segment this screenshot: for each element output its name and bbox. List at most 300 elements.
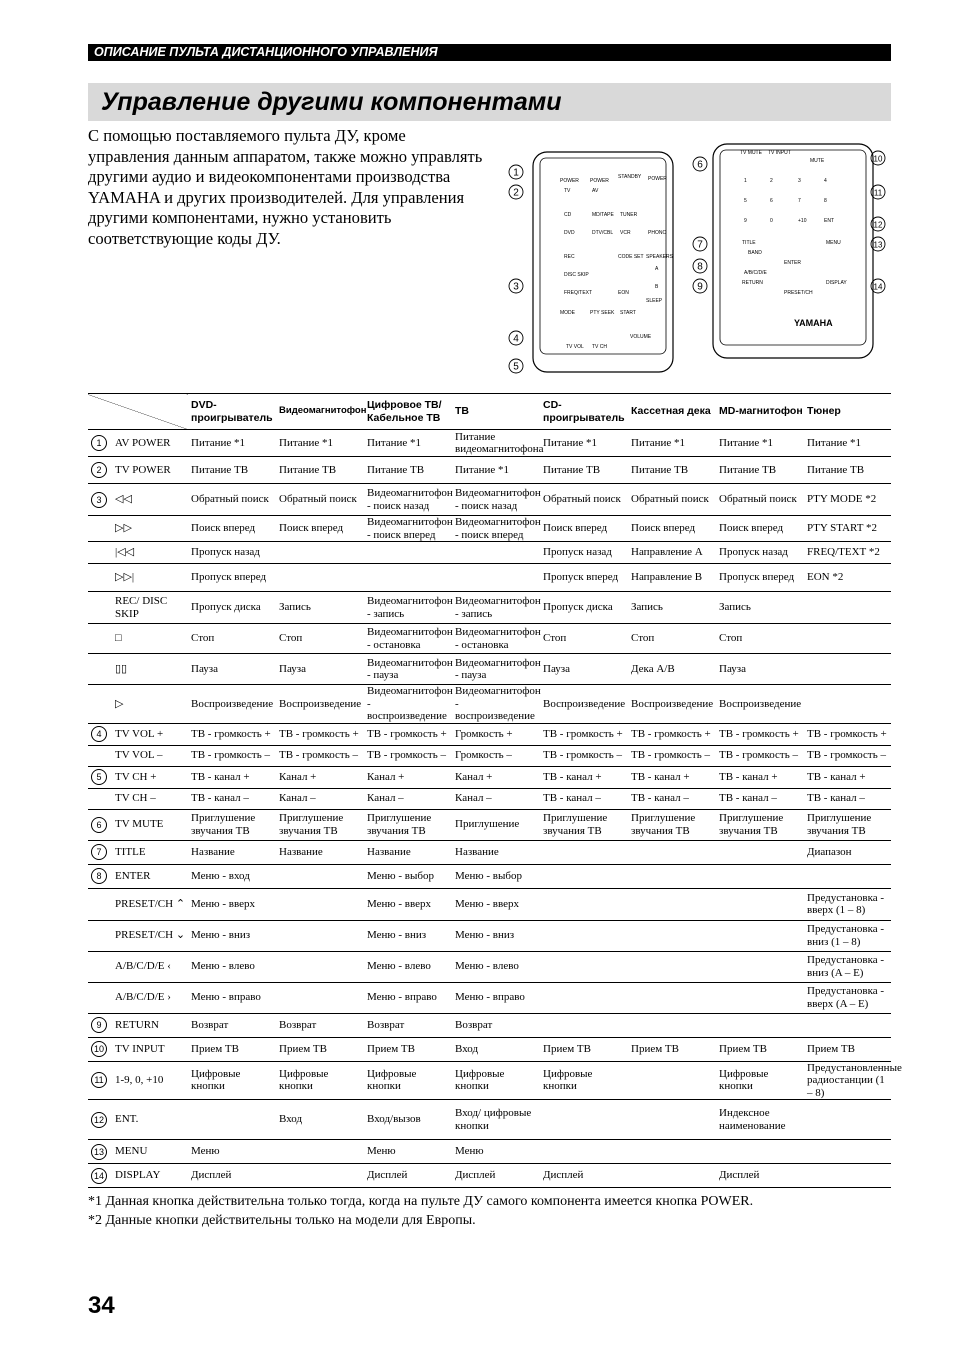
function-cell: Приглушение xyxy=(452,809,540,840)
table-row xyxy=(88,788,891,809)
function-cell: Видеомагнитофон - остановка xyxy=(364,624,452,654)
function-cell: Пропуск назад xyxy=(188,542,276,564)
table-row xyxy=(88,1061,891,1100)
function-cell: Цифровые кнопки xyxy=(452,1061,540,1100)
function-cell: Запись xyxy=(716,592,804,624)
function-cell: ТВ - канал + xyxy=(540,766,628,788)
function-cell: Возврат xyxy=(452,1013,540,1037)
table-row xyxy=(88,745,891,766)
remote-button-label: SPEAKERS xyxy=(646,254,673,260)
row-number-circle: 14 xyxy=(91,1168,107,1184)
function-cell: Меню - вправо xyxy=(364,982,452,1013)
row-number xyxy=(88,1037,112,1061)
function-cell: Стоп xyxy=(276,624,364,654)
button-name-cell: TV VOL – xyxy=(112,745,188,766)
function-cell: Дисплей xyxy=(452,1164,540,1188)
function-cell: Канал – xyxy=(452,788,540,809)
function-cell: Питание *1 xyxy=(804,430,891,457)
function-cell: ТВ - громкость – xyxy=(364,745,452,766)
row-number xyxy=(88,654,112,685)
remote-button-label: B xyxy=(655,284,659,290)
button-name-cell: ▷▷| xyxy=(112,564,188,592)
function-cell xyxy=(628,951,716,982)
function-cell: Вход/вызов xyxy=(364,1100,452,1140)
function-cell: Пропуск диска xyxy=(188,592,276,624)
function-cell: Пауза xyxy=(540,654,628,685)
function-cell: Питание *1 xyxy=(188,430,276,457)
function-cell: Прием ТВ xyxy=(188,1037,276,1061)
row-number xyxy=(88,484,112,516)
remote-button-label: POWER xyxy=(590,178,609,184)
function-cell: Направление A xyxy=(628,542,716,564)
function-cell: Видеомагнитофон - поиск назад xyxy=(364,484,452,516)
row-number xyxy=(88,1013,112,1037)
row-number xyxy=(88,951,112,982)
function-cell: Питание *1 xyxy=(364,430,452,457)
remote-button-label: 1 xyxy=(744,178,747,184)
function-cell: Обратный поиск xyxy=(188,484,276,516)
remote-button-label: MENU xyxy=(826,240,841,246)
table-row xyxy=(88,654,891,685)
table-row xyxy=(88,840,891,864)
function-cell: Видеомагнитофон - поиск назад xyxy=(452,484,540,516)
remote-button-label: DTV/CBL xyxy=(592,230,614,236)
callout-number: 8 xyxy=(697,261,703,273)
function-cell: Прием ТВ xyxy=(276,1037,364,1061)
function-cell xyxy=(452,564,540,592)
function-cell: Название xyxy=(188,840,276,864)
remote-button-label: 5 xyxy=(744,198,747,204)
function-cell: Меню - вправо xyxy=(452,982,540,1013)
button-name-cell: ENT. xyxy=(112,1100,188,1140)
function-cell: Приглушение звучания ТВ xyxy=(716,809,804,840)
function-cell: Питание *1 xyxy=(716,430,804,457)
header-cell: Тюнер xyxy=(807,405,841,418)
function-cell: Видеомагнитофон - воспроизведение xyxy=(364,685,452,724)
remote-illustration xyxy=(500,140,895,380)
function-cell: ТВ - громкость + xyxy=(540,723,628,745)
function-cell: Меню - вниз xyxy=(452,920,540,951)
row-number-circle: 8 xyxy=(91,868,107,884)
function-cell: ТВ - громкость – xyxy=(276,745,364,766)
remote-button-label: A xyxy=(655,266,659,272)
remote-button-label: MUTE xyxy=(810,158,825,164)
row-number xyxy=(88,430,112,457)
function-cell: Видеомагнитофон - поиск вперед xyxy=(452,516,540,542)
function-cell xyxy=(540,1013,628,1037)
callout-number: 11 xyxy=(873,188,883,198)
function-cell: Возврат xyxy=(188,1013,276,1037)
button-name-cell: ENTER xyxy=(112,864,188,888)
function-cell: ТВ - громкость – xyxy=(804,745,891,766)
remote-button-label: +10 xyxy=(798,218,807,224)
function-cell: Питание *1 xyxy=(540,430,628,457)
function-cell: Приглушение звучания ТВ xyxy=(804,809,891,840)
function-cell: Пропуск вперед xyxy=(716,564,804,592)
function-cell: Меню - выбор xyxy=(364,864,452,888)
title-bar xyxy=(88,83,891,121)
function-cell xyxy=(628,888,716,920)
function-cell: Канал + xyxy=(364,766,452,788)
row-number xyxy=(88,1140,112,1164)
function-cell: Пропуск назад xyxy=(716,542,804,564)
remote-button-label: PTY SEEK xyxy=(590,310,615,316)
row-number xyxy=(88,592,112,624)
function-cell: Питание ТВ xyxy=(364,457,452,484)
table-row xyxy=(88,457,891,484)
function-cell: Цифровые кнопки xyxy=(188,1061,276,1100)
row-number xyxy=(88,1100,112,1140)
function-cell: Приглушение звучания ТВ xyxy=(364,809,452,840)
function-cell: ТВ - громкость + xyxy=(628,723,716,745)
table-row xyxy=(88,1013,891,1037)
remote-button-label: 7 xyxy=(798,198,801,204)
row-number-circle: 2 xyxy=(91,462,107,478)
function-cell xyxy=(452,542,540,564)
table-row xyxy=(88,592,891,624)
function-cell xyxy=(716,951,804,982)
callout-number: 2 xyxy=(513,187,519,199)
function-cell: ТВ - канал + xyxy=(716,766,804,788)
callout-number: 14 xyxy=(873,282,883,292)
function-cell: Стоп xyxy=(716,624,804,654)
row-number xyxy=(88,685,112,724)
function-cell xyxy=(540,982,628,1013)
function-cell: Возврат xyxy=(364,1013,452,1037)
button-name-cell: AV POWER xyxy=(112,430,188,457)
function-cell xyxy=(276,564,364,592)
function-cell: Питание *1 xyxy=(628,430,716,457)
function-cell: FREQ/TEXT *2 xyxy=(804,542,891,564)
function-cell: ТВ - громкость – xyxy=(540,745,628,766)
remote-button-label: 3 xyxy=(798,178,801,184)
callout-number: 13 xyxy=(873,240,883,250)
function-cell xyxy=(364,564,452,592)
function-cell xyxy=(716,888,804,920)
function-cell xyxy=(716,864,804,888)
footnote-1: *1 Данная кнопка действительна только тогда, когда на пульте ДУ самого компонента имеется кнопка POWER. xyxy=(88,1194,754,1209)
function-cell: Поиск вперед xyxy=(276,516,364,542)
remote-button-label: 0 xyxy=(770,218,773,224)
function-cell: Название xyxy=(276,840,364,864)
function-cell: Пропуск вперед xyxy=(188,564,276,592)
function-cell xyxy=(540,864,628,888)
button-name-cell: ▯▯ xyxy=(112,654,188,685)
function-cell: Вход/ цифровые кнопки xyxy=(452,1100,540,1140)
row-number xyxy=(88,542,112,564)
row-number xyxy=(88,457,112,484)
function-cell: Поиск вперед xyxy=(716,516,804,542)
function-cell xyxy=(804,592,891,624)
section-header: ОПИСАНИЕ ПУЛЬТА ДИСТАНЦИОННОГО УПРАВЛЕНИЯ xyxy=(88,44,891,61)
function-cell: Приглушение звучания ТВ xyxy=(628,809,716,840)
button-name-cell: REC/ DISC SKIP xyxy=(112,592,188,624)
table-row xyxy=(88,430,891,457)
function-cell: ТВ - громкость + xyxy=(364,723,452,745)
remote-button-label: PRESET/CH xyxy=(784,290,813,296)
remote-button-label: TV MUTE xyxy=(740,150,762,156)
row-number xyxy=(88,624,112,654)
function-cell: Предустановленные радиостанции (1 – 8) xyxy=(804,1061,891,1100)
function-cell xyxy=(628,1013,716,1037)
remote-button-label: CD xyxy=(564,212,572,218)
function-cell: ТВ - канал – xyxy=(628,788,716,809)
table-row xyxy=(88,564,891,592)
row-number-circle: 13 xyxy=(91,1144,107,1160)
function-cell: Индексное наименование xyxy=(716,1100,804,1140)
row-number xyxy=(88,1061,112,1100)
button-name-cell: TV INPUT xyxy=(112,1037,188,1061)
button-name-cell: A/B/C/D/E ‹ xyxy=(112,951,188,982)
function-cell: Питание ТВ xyxy=(188,457,276,484)
function-cell xyxy=(804,864,891,888)
function-cell: Дека A/B xyxy=(628,654,716,685)
table-row xyxy=(88,1140,891,1164)
remote-button-label: POWER xyxy=(560,178,579,184)
function-cell: Воспроизведение xyxy=(188,685,276,724)
function-cell: Приглушение звучания ТВ xyxy=(276,809,364,840)
remote-button-label: REC xyxy=(564,254,575,260)
row-number xyxy=(88,920,112,951)
button-name-cell: TV VOL + xyxy=(112,723,188,745)
function-cell xyxy=(716,840,804,864)
row-number-circle: 11 xyxy=(91,1072,107,1088)
function-cell: Видеомагнитофон - запись xyxy=(364,592,452,624)
function-cell: Приглушение звучания ТВ xyxy=(540,809,628,840)
callout-number: 6 xyxy=(697,159,703,171)
function-cell xyxy=(716,982,804,1013)
function-cell: Вход xyxy=(276,1100,364,1140)
function-cell: Предустановка - вверх (A – E) xyxy=(804,982,891,1013)
remote-button-label: TV xyxy=(564,188,571,194)
callout-number: 4 xyxy=(513,333,519,345)
function-cell xyxy=(804,1013,891,1037)
function-cell: Видеомагнитофон - остановка xyxy=(452,624,540,654)
function-cell: Название xyxy=(452,840,540,864)
function-cell: ТВ - канал + xyxy=(188,766,276,788)
function-cell: Канал – xyxy=(276,788,364,809)
table-header-row xyxy=(88,394,891,430)
function-cell: Пауза xyxy=(188,654,276,685)
function-cell: Диапазон xyxy=(804,840,891,864)
table-row xyxy=(88,685,891,724)
remote-button-label: START xyxy=(620,310,636,316)
function-cell: Меню - влево xyxy=(452,951,540,982)
function-cell: Меню xyxy=(364,1140,452,1164)
function-cell: Обратный поиск xyxy=(276,484,364,516)
row-number xyxy=(88,888,112,920)
remote-button-label: POWER xyxy=(648,176,667,182)
callout-number: 1 xyxy=(513,167,519,179)
button-name-cell: TV MUTE xyxy=(112,809,188,840)
button-name-cell: 1-9, 0, +10 xyxy=(112,1061,188,1100)
function-cell: Стоп xyxy=(188,624,276,654)
function-cell: ТВ - канал – xyxy=(804,788,891,809)
function-cell: Поиск вперед xyxy=(188,516,276,542)
table-row xyxy=(88,723,891,745)
function-cell: Воспроизведение xyxy=(276,685,364,724)
row-number xyxy=(88,745,112,766)
button-name-cell: TV CH + xyxy=(112,766,188,788)
function-cell: Меню - вверх xyxy=(188,888,276,920)
function-cell: Меню - вход xyxy=(188,864,276,888)
remote-button-label: STANDBY xyxy=(618,174,642,180)
function-cell: ТВ - громкость + xyxy=(188,723,276,745)
function-cell: Питание ТВ xyxy=(628,457,716,484)
function-cell: Пропуск вперед xyxy=(540,564,628,592)
table-row xyxy=(88,766,891,788)
function-cell: ТВ - канал + xyxy=(804,766,891,788)
function-cell xyxy=(804,624,891,654)
function-cell: Питание *1 xyxy=(276,430,364,457)
function-cell: Поиск вперед xyxy=(540,516,628,542)
row-number xyxy=(88,864,112,888)
header-cell: CD-проигрыватель xyxy=(543,399,625,424)
function-cell: Цифровые кнопки xyxy=(540,1061,628,1100)
function-cell xyxy=(540,920,628,951)
remote-button-label: CODE SET xyxy=(618,254,644,260)
function-cell: Приглушение звучания ТВ xyxy=(188,809,276,840)
remote-button-label: FREQ/TEXT xyxy=(564,290,593,296)
remote-button-label: DVD xyxy=(564,230,575,236)
table-row xyxy=(88,484,891,516)
function-cell: Питание ТВ xyxy=(716,457,804,484)
table-row xyxy=(88,809,891,840)
function-cell: ТВ - канал – xyxy=(188,788,276,809)
button-name-cell: PRESET/CH ⌃ xyxy=(112,888,188,920)
remote-button-label: 9 xyxy=(744,218,747,224)
row-number xyxy=(88,840,112,864)
button-name-cell: MENU xyxy=(112,1140,188,1164)
function-cell: Меню - вверх xyxy=(452,888,540,920)
function-cell: Питание ТВ xyxy=(804,457,891,484)
function-cell: ТВ - громкость + xyxy=(804,723,891,745)
button-name-cell: ◁◁ xyxy=(112,484,188,516)
function-cell: ТВ - канал – xyxy=(540,788,628,809)
function-cell: Питание *1 xyxy=(452,457,540,484)
function-cell: Прием ТВ xyxy=(540,1037,628,1061)
row-number-circle: 6 xyxy=(91,817,107,833)
footnote-2: *2 Данные кнопки действительны только на модели для Европы. xyxy=(88,1213,476,1228)
function-cell: Цифровые кнопки xyxy=(716,1061,804,1100)
function-cell xyxy=(276,888,364,920)
function-cell: Меню - влево xyxy=(188,951,276,982)
remote-button-label: 4 xyxy=(824,178,827,184)
row-number xyxy=(88,516,112,542)
function-cell xyxy=(628,1100,716,1140)
remote-button-label: EON xyxy=(618,290,629,296)
function-cell: Дисплей xyxy=(188,1164,276,1188)
remote-button-label: 6 xyxy=(770,198,773,204)
function-cell: Дисплей xyxy=(364,1164,452,1188)
page-title: Управление другими компонентами xyxy=(101,88,562,116)
remote-button-label: VOLUME xyxy=(630,334,652,340)
callout-number: 9 xyxy=(697,281,703,293)
header-cell: Цифровое ТВ/ Кабельное ТВ xyxy=(367,399,442,424)
function-cell xyxy=(804,1140,891,1164)
function-cell: Воспроизведение xyxy=(716,685,804,724)
function-cell: Пропуск назад xyxy=(540,542,628,564)
function-cell xyxy=(804,654,891,685)
page-number: 34 xyxy=(88,1292,115,1319)
callout-number: 7 xyxy=(697,239,703,251)
function-cell: ТВ - канал + xyxy=(628,766,716,788)
row-number-circle: 12 xyxy=(91,1112,107,1128)
function-cell: Прием ТВ xyxy=(804,1037,891,1061)
button-name-cell: TV CH – xyxy=(112,788,188,809)
function-table xyxy=(88,393,902,1188)
function-cell: Возврат xyxy=(276,1013,364,1037)
row-number xyxy=(88,766,112,788)
function-cell xyxy=(628,840,716,864)
function-cell xyxy=(628,920,716,951)
footnotes xyxy=(88,1192,891,1230)
function-cell xyxy=(628,864,716,888)
function-cell xyxy=(804,685,891,724)
function-cell xyxy=(540,840,628,864)
header-cell: DVD-проигрыватель xyxy=(191,399,273,424)
row-number-circle: 1 xyxy=(91,435,107,451)
function-cell: Видеомагнитофон - запись xyxy=(452,592,540,624)
button-name-cell: A/B/C/D/E › xyxy=(112,982,188,1013)
function-cell xyxy=(364,542,452,564)
remote-button-label: TV INPUT xyxy=(768,150,791,156)
table-row xyxy=(88,542,891,564)
function-cell xyxy=(716,1013,804,1037)
intro-paragraph: С помощью поставляемого пульта ДУ, кроме управления данным аппаратом, также можно управлять другими аудио и видеокомпонентами производства YAMAHA и других производителей. Для управления другими компонентами, нужно установить соответствующие коды ДУ. xyxy=(88,126,483,248)
remote-button-label: ENT xyxy=(824,218,834,224)
function-cell xyxy=(540,1100,628,1140)
remote-button-label: MD/TAPE xyxy=(592,212,614,218)
function-cell: Меню xyxy=(188,1140,276,1164)
function-cell: Цифровые кнопки xyxy=(276,1061,364,1100)
remote-button-label: TV VOL xyxy=(566,344,584,350)
function-cell: Меню - вверх xyxy=(364,888,452,920)
function-cell: Питание ТВ xyxy=(276,457,364,484)
button-name-cell: TV POWER xyxy=(112,457,188,484)
remote-button-label: RETURN xyxy=(742,280,763,286)
function-cell: Поиск вперед xyxy=(628,516,716,542)
table-row xyxy=(88,624,891,654)
function-cell: Предустановка - вниз (1 – 8) xyxy=(804,920,891,951)
row-number-circle: 3 xyxy=(91,492,107,508)
function-cell: Прием ТВ xyxy=(628,1037,716,1061)
function-cell: Стоп xyxy=(540,624,628,654)
remote-button-label: AV xyxy=(592,188,599,194)
callout-number: 12 xyxy=(873,220,883,230)
function-cell xyxy=(540,951,628,982)
function-cell: Дисплей xyxy=(540,1164,628,1188)
function-cell xyxy=(716,1140,804,1164)
function-cell: Прием ТВ xyxy=(364,1037,452,1061)
function-cell: Канал – xyxy=(364,788,452,809)
header-cell: Кассетная дека xyxy=(631,405,711,418)
function-cell: Меню - вниз xyxy=(364,920,452,951)
function-cell: Предустановка - вниз (A – E) xyxy=(804,951,891,982)
function-cell: ТВ - громкость – xyxy=(188,745,276,766)
remote-button-label: DISPLAY xyxy=(826,280,847,286)
function-cell: Название xyxy=(364,840,452,864)
callout-number: 10 xyxy=(873,154,883,164)
function-cell xyxy=(540,888,628,920)
button-name-cell: ▷ xyxy=(112,685,188,724)
function-cell xyxy=(628,1061,716,1100)
function-cell: Обратный поиск xyxy=(716,484,804,516)
row-number xyxy=(88,723,112,745)
row-number xyxy=(88,564,112,592)
function-cell: Канал + xyxy=(452,766,540,788)
function-cell: Меню - вправо xyxy=(188,982,276,1013)
